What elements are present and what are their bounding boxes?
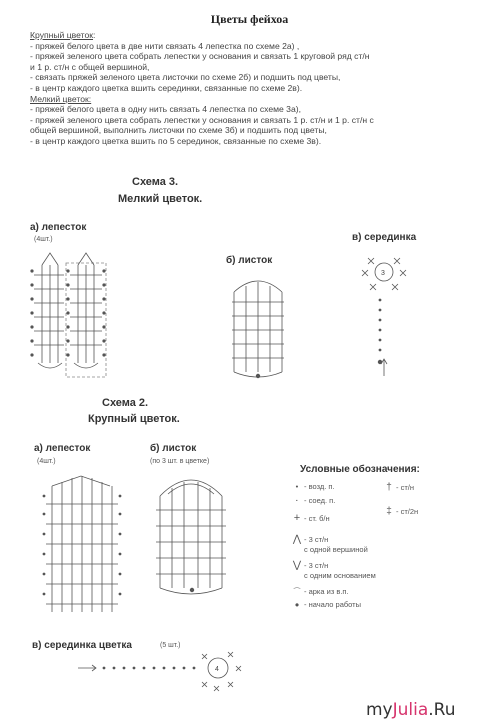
scheme2-center-label: в) серединка цветка xyxy=(32,640,132,651)
scheme3-petal-diagram xyxy=(20,245,130,385)
watermark-suffix: .Ru xyxy=(428,700,456,720)
legend xyxy=(290,482,480,622)
legend-item: ‡ - ст/2н xyxy=(382,506,418,517)
legend-title: Условные обозначения: xyxy=(300,464,420,475)
instruction-line: - пряжей зеленого цвета собрать лепестки у основания и связать 1 р. ст/н и 1 р. ст/н с xyxy=(30,114,374,125)
instruction-line: - связать пряжей зеленого цвета листочки по схеме 2б) и подшить под цветы, xyxy=(30,72,341,83)
scheme3-center-label: в) серединка xyxy=(352,232,417,243)
scheme3-leaf-diagram xyxy=(228,272,288,382)
scheme3-subtitle: Мелкий цветок. xyxy=(118,193,203,205)
scheme3-title: Схема 3. xyxy=(132,176,179,188)
scheme2-leaf-count: (по 3 шт. в цветке) xyxy=(150,458,210,465)
scheme3-petal-count: (4шт.) xyxy=(34,236,53,243)
legend-item: • - возд. п. xyxy=(290,482,335,491)
watermark-prefix: my xyxy=(366,700,393,720)
scheme2-petal-label: а) лепесток xyxy=(34,443,91,454)
large-flower-heading: Крупный цветок xyxy=(30,30,94,40)
scheme3-center-number: 3 xyxy=(381,270,385,277)
watermark-name: Julia xyxy=(392,700,429,720)
scheme2-center-diagram xyxy=(74,648,254,698)
scheme3-leaf-label: б) листок xyxy=(226,255,273,266)
cluster-icon: ⋀ xyxy=(292,534,302,545)
page-title: Цветы фейхоа xyxy=(210,12,289,26)
instruction-line: - в центр каждого цветка вшить по 5 серединок, связанные по схеме 3в). xyxy=(30,135,322,146)
arch-icon: ⌒ xyxy=(293,587,301,596)
scheme2-petal-diagram xyxy=(36,472,126,622)
instruction-line: и 1 р. ст/н с общей вершиной, xyxy=(30,61,150,72)
scheme2-subtitle: Крупный цветок. xyxy=(88,413,180,425)
legend-item: · - соед. п. xyxy=(290,496,335,505)
scheme2-center-count: (5 шт.) xyxy=(160,642,181,649)
instruction-line: - пряжей белого цвета в две нити связать 4 лепестка по схеме 2а) , xyxy=(30,40,300,51)
slip-stitch-icon: · xyxy=(295,496,299,505)
scheme3-center-diagram xyxy=(360,252,410,392)
legend-item: ⋁ - 3 ст/н с одним основанием xyxy=(290,560,376,580)
scheme2-petal-count: (4шт.) xyxy=(37,458,56,465)
scheme2-leaf-label: б) листок xyxy=(150,443,197,454)
scheme2-center-number: 4 xyxy=(215,666,219,673)
chain-stitch-icon: • xyxy=(295,482,299,491)
site-watermark xyxy=(366,700,456,720)
scheme2-title: Схема 2. xyxy=(102,397,149,409)
small-flower-heading: Мелкий цветок: xyxy=(30,93,92,104)
treble-crochet-icon: ‡ xyxy=(386,506,392,517)
legend-item: + - ст. б/н xyxy=(290,512,330,524)
start-point-icon: ● xyxy=(294,600,300,609)
instruction-line: - пряжей зеленого цвета собрать лепестки у основания и связать 1 круговой ряд ст/н xyxy=(30,51,370,62)
shell-icon: ⋁ xyxy=(292,560,302,571)
instruction-line: общей вершиной, выполнить листочки по схеме 3б) и подшить под цветы, xyxy=(30,125,327,136)
double-crochet-icon: † xyxy=(386,482,392,493)
legend-item: ⌒ - арка из в.п. xyxy=(290,586,349,597)
scheme3-petal-label: а) лепесток xyxy=(30,222,87,233)
large-flower-instructions: Крупный цветок: - пряжей белого цвета в две нити связать 4 лепестка по схеме 2а) , - пряжей зеленого цвета собрать лепестки у основания и связать 1 круговой ряд ст/н и 1 р. ст/н с общей вершиной, - связать пряжей зеленого цвета листочки по схеме 2б) и подшить под цветы, - в центр каждого цветка вшить серединки, связанные по схеме 2в). Мелкий цветок: - пряжей белого цвета в одну нить связать 4 лепестка по схеме 3а), - пряжей зеленого цвета собрать лепестки у основания и связать 1 р. ст/н и 1 р. ст/н с общей вершиной, выполнить листочки по схеме 3б) и подшить под цветы, - в центр каждого цветка вшить по 5 серединок, связанные по схеме 3в). xyxy=(30,30,374,146)
legend-item: ⋀ - 3 ст/н с одной вершиной xyxy=(290,534,368,554)
scheme2-leaf-diagram xyxy=(152,470,230,600)
instruction-line: - в центр каждого цветка вшить серединки, связанные по схеме 2в). xyxy=(30,82,303,93)
legend-item: ● - начало работы xyxy=(290,600,361,609)
legend-item: † - ст/н xyxy=(382,482,414,493)
single-crochet-icon: + xyxy=(293,512,301,524)
instruction-line: - пряжей белого цвета в одну нить связать 4 лепестка по схеме 3а), xyxy=(30,104,301,115)
